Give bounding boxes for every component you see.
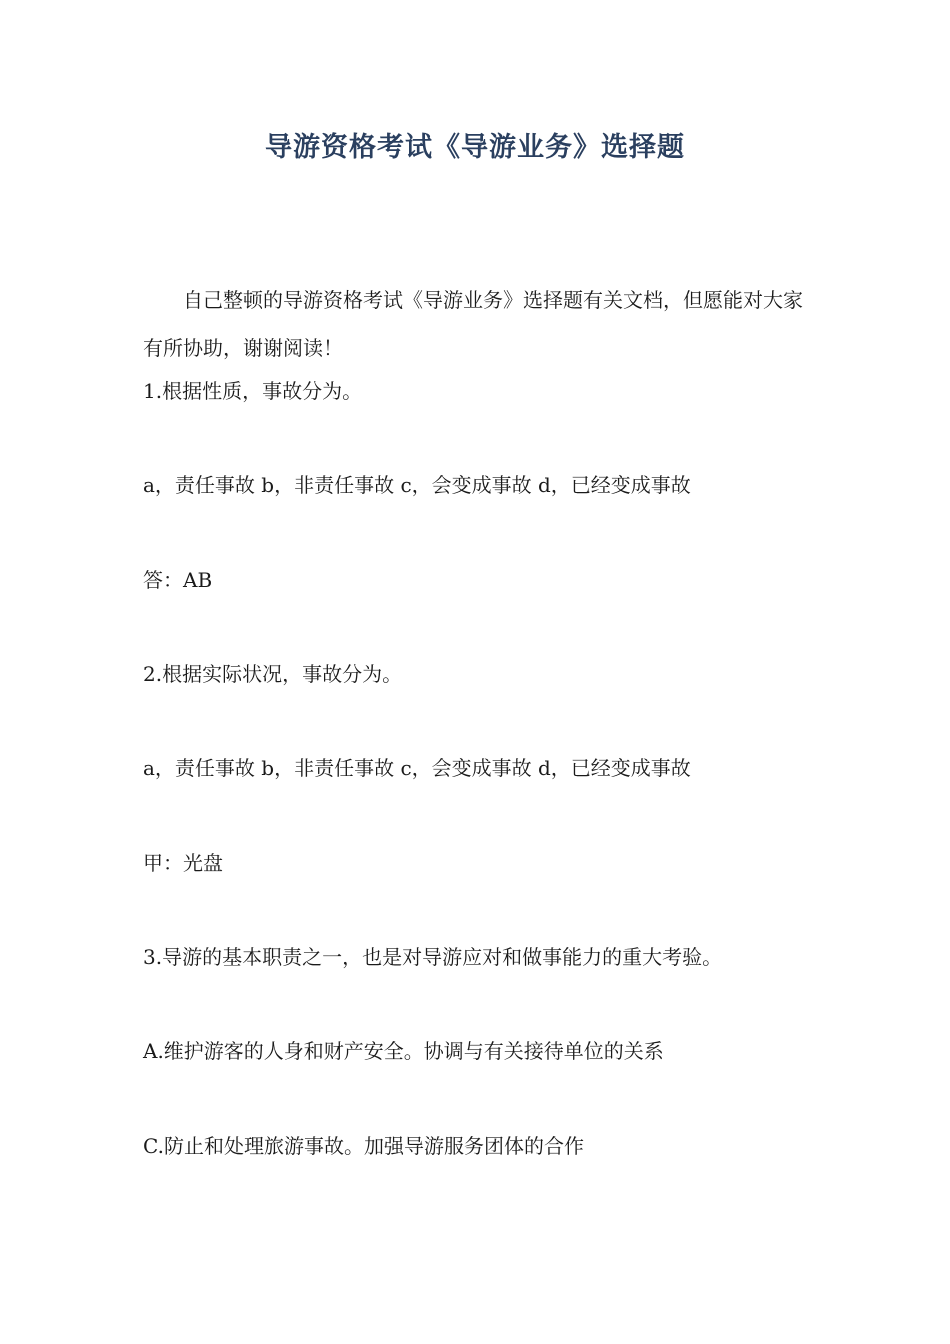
question-2: 2.根据实际状况，事故分为。 bbox=[143, 662, 403, 686]
intro-paragraph: 自己整顿的导游资格考试《导游业务》选择题有关文档，但愿能对大家有所协助，谢谢阅读！ bbox=[143, 288, 803, 360]
question-1: 1.根据性质，事故分为。 bbox=[143, 379, 363, 403]
question-1-options: a，责任事故 b，非责任事故 c，会变成事故 d，已经变成事故 bbox=[143, 473, 691, 497]
question-3-option-a: A.维护游客的人身和财产安全。协调与有关接待单位的关系 bbox=[143, 1039, 664, 1063]
question-1-answer: 答：AB bbox=[143, 568, 213, 592]
question-3: 3.导游的基本职责之一，也是对导游应对和做事能力的重大考验。 bbox=[143, 945, 723, 969]
document-title: 导游资格考试《导游业务》选择题 bbox=[265, 132, 685, 163]
question-2-options: a，责任事故 b，非责任事故 c，会变成事故 d，已经变成事故 bbox=[143, 756, 691, 780]
question-2-answer: 甲：光盘 bbox=[143, 851, 223, 875]
question-3-option-c: C.防止和处理旅游事故。加强导游服务团体的合作 bbox=[143, 1134, 584, 1158]
